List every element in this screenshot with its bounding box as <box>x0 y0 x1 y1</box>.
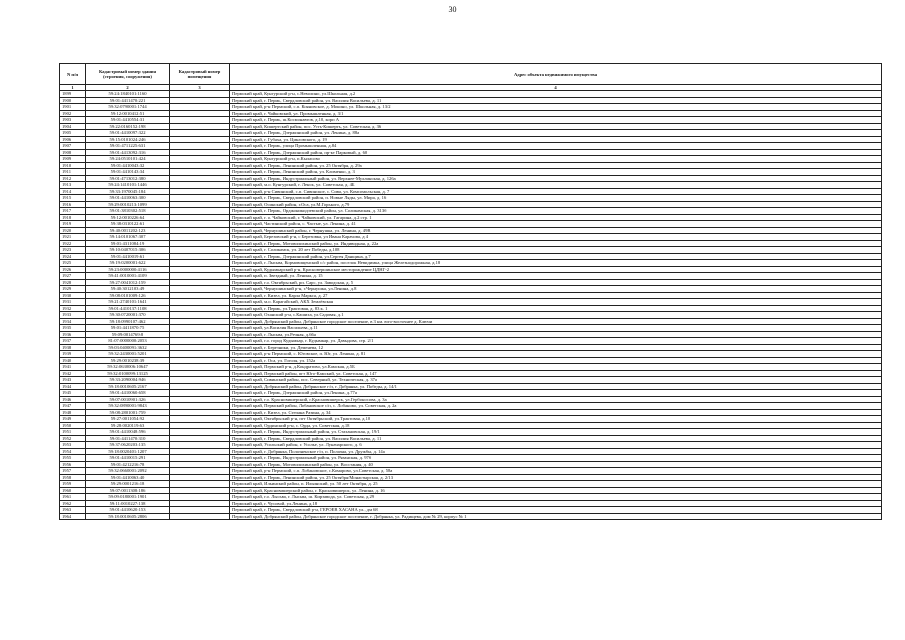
row-number-cell: 1945 <box>60 390 86 397</box>
row-number-cell: 1925 <box>60 260 86 267</box>
cadastral-number-cell: 59:30:0720001:370 <box>86 312 170 319</box>
cadastral-number-cell: 59:37:0620203:135 <box>86 442 170 449</box>
row-number-cell: 1951 <box>60 429 86 436</box>
cadastral-number-cell: 59:01:4410143:34 <box>86 169 170 176</box>
row-number-cell: 1939 <box>60 351 86 358</box>
row-number-cell: 1903 <box>60 117 86 124</box>
cadastral-number-cell: 59:01:4410554:31 <box>86 117 170 124</box>
address-cell: Пермский край, г. Пермь, Ленинский район, ул. Клименко, д. 3 <box>230 169 882 176</box>
address-cell: Пермский край, г. Пермь, Индустриальный район, ул. Верхнее-Муллинская, д. 126а <box>230 175 882 182</box>
address-cell: Пермский край, Октябрьский р-н, пгт Октябрьский, ул.Трактовая, д.10 <box>230 416 882 423</box>
address-cell: Пермский край, Красновишерский район, г. Красновишерск, ул. Ленина, д. 16 <box>230 487 882 494</box>
row-number-cell: 1905 <box>60 130 86 137</box>
cadastral-number-cell: 59:01:4410063:300 <box>86 195 170 202</box>
row-number-cell: 1936 <box>60 331 86 338</box>
row-number-cell: 1934 <box>60 318 86 325</box>
cadastral-number-cell: 59:01:3810302:518 <box>86 208 170 215</box>
cadastral-number-cell: 59:33:1970045:184 <box>86 188 170 195</box>
header-num: N п/п <box>60 64 86 85</box>
address-cell: Пермский край, Пермский р-н, д.Кондратово, ул.Камская, д.5Б <box>230 364 882 371</box>
cadastral-number-cell: 59:40:3012103:49 <box>86 286 170 293</box>
address-cell: Пермский край, ул.Василия Васильева, д.11 <box>230 325 882 332</box>
cadastral-number-cell: 59:08:2801001:759 <box>86 409 170 416</box>
row-number-cell: 1933 <box>60 312 86 319</box>
address-cell: Пермский край, п. Звездный, ул. Ленина, д. 15 <box>230 273 882 280</box>
address-cell: Пермский край, г. Кизел, ул. Степана Разина, д. 34 <box>230 409 882 416</box>
address-cell: Пермский край, г. Пермь, Свердловский район, ул. Василия Васильева, д. 11 <box>230 97 882 104</box>
cadastral-number-cell: 59:01:4410137:1108 <box>86 305 170 312</box>
address-cell: Пермский край, г.о. Октябрьский, рп. Сарс, ул. Заводская, д. 5 <box>230 279 882 286</box>
row-number-cell: 1926 <box>60 266 86 273</box>
row-number-cell: 1960 <box>60 487 86 494</box>
address-cell: Пермский край, Кунгурский р-н, п.Кыласово <box>230 156 882 163</box>
row-number-cell: 1958 <box>60 474 86 481</box>
cadastral-number-cell: 59:01:4411470:310 <box>86 435 170 442</box>
table-header-row <box>60 64 882 85</box>
cadastral-number-cell: 59:29:0001216:18 <box>86 481 170 488</box>
row-number-cell: 1940 <box>60 357 86 364</box>
address-cell: Пермский край, Чернушинский р-н, г.Чернушка, ул.Ленина, д.8 <box>230 286 882 293</box>
cadastral-number-cell: 59:24:1410101:1446 <box>86 182 170 189</box>
cadastral-number-cell: 59:29:0010213:1099 <box>86 201 170 208</box>
cadastral-number-cell: 59:03:0400091:3632 <box>86 344 170 351</box>
address-cell: Пермский край, Ординский р-н, с. Орда, ул. Советская, д.18 <box>230 422 882 429</box>
row-number-cell: 1907 <box>60 143 86 150</box>
column-number: 4 <box>230 85 882 91</box>
address-cell: Пермский край, р-н Пермский, с.п. Лобановское, с.Комарово, ул.Советская, д. 58а <box>230 468 882 475</box>
cadastral-number-cell: 59:23:0000000:4116 <box>86 266 170 273</box>
address-cell: Пермский край, г. Пермь, Мотовилихинский район, ул. Восстания, д. 40 <box>230 461 882 468</box>
row-number-cell: 1904 <box>60 123 86 130</box>
row-number-cell: 1963 <box>60 507 86 514</box>
cadastral-number-cell: 59:32:2430001:5201 <box>86 351 170 358</box>
cadastral-number-cell: 59:01:4411870:75 <box>86 325 170 332</box>
cadastral-number-cell: 59:18:0020401:1207 <box>86 448 170 455</box>
row-number-cell: 1948 <box>60 409 86 416</box>
row-number-cell: 1944 <box>60 383 86 390</box>
address-cell: Пермский край, г.о. Лысьва, г. Лысьва, ш. Кирзавода, ул. Советская, д.29 <box>230 494 882 501</box>
row-number-cell: 1950 <box>60 422 86 429</box>
cadastral-number-cell: 59:11:0010227:138 <box>86 500 170 507</box>
column-number: 1 <box>60 85 86 91</box>
cadastral-number-cell: 59:10:0407015:306 <box>86 247 170 254</box>
cadastral-number-cell: 59:19:0200001:622 <box>86 260 170 267</box>
cadastral-number-cell: 59:18:0010605:2806 <box>86 513 170 520</box>
address-cell: Пермский край, г. Пермь, Дзержинский район, пр-кт Парковый, д. 60 <box>230 149 882 156</box>
row-number-cell: 1908 <box>60 149 86 156</box>
row-number-cell: 1920 <box>60 227 86 234</box>
address-cell: Пермский край, г. Пермь, Мотовилихинский район, ул. Индивидная, д. 22а <box>230 240 882 247</box>
cadastral-number-cell: 59:01:4410043:32 <box>86 162 170 169</box>
row-number-cell: 1956 <box>60 461 86 468</box>
address-cell: Пермский край, Осинский район, г.Оса, ул.М.Горького, д.79 <box>230 201 882 208</box>
address-cell: Пермский край, г. Березники, ул. Деменева, 12 <box>230 344 882 351</box>
address-cell: Пермский край, Добрянский район, Добрянское городское поселение, г. Добрянка, ул. Радищева, дом № 29, корпус № 1 <box>230 513 882 520</box>
cadastral-number-cell: 59:12:0010412:51 <box>86 110 170 117</box>
cadastral-number-cell: 59:27:0011054:92 <box>86 416 170 423</box>
cadastral-number-cell: 59:01:4413092:316 <box>86 149 170 156</box>
address-cell: Пермский край, г.о. город Кудымкар, г. Кудымкар, ул. Давыдова, стр. 2/1 <box>230 338 882 345</box>
row-number-cell: 1949 <box>60 416 86 423</box>
row-number-cell: 1913 <box>60 182 86 189</box>
cadastral-number-cell: 59:01:4713012:380 <box>86 175 170 182</box>
address-cell: Пермский край, Оханский р-н, с.Кашиха, ул.Садовая, д.1 <box>230 312 882 319</box>
row-number-cell: 1935 <box>60 325 86 332</box>
cadastral-number-cell: 59:01:4410048:596 <box>86 429 170 436</box>
cadastral-number-cell: 59:41:0010001:4109 <box>86 273 170 280</box>
row-number-cell: 1957 <box>60 468 86 475</box>
address-cell: Пермский край, г. Пермь, ш.Космонавтов, д.10, корп А <box>230 117 882 124</box>
row-number-cell: 1906 <box>60 136 86 143</box>
column-number: 2 <box>86 85 170 91</box>
address-cell: Пермский край, г. Пермь, Орджоникидзевский район, ул. Соликамская, д. 313б <box>230 208 882 215</box>
row-number-cell: 1942 <box>60 370 86 377</box>
address-cell: Пермский край, г. Соликамск, ул. 20 лет Победы, д.108 <box>230 247 882 254</box>
cadastral-number-cell: 59:32:0100099:13125 <box>86 370 170 377</box>
cadastral-number-cell: 59:28:0020119:63 <box>86 422 170 429</box>
cadastral-number-cell: 59:32:0790001:1744 <box>86 104 170 111</box>
row-number-cell: 1918 <box>60 214 86 221</box>
row-number-cell: 1928 <box>60 279 86 286</box>
row-number-cell: 1923 <box>60 247 86 254</box>
row-number-cell: 1915 <box>60 195 86 202</box>
address-cell: Пермский край, г. Пермь, Дзержинский район, ул.Сергея Данщина, д.7 <box>230 253 882 260</box>
cadastral-number-cell: 59:29:0010238:39 <box>86 357 170 364</box>
registry-table <box>59 63 882 520</box>
address-cell: Пермский край, Кунгурский р-н, с.Неволино, ул.Школьная, д.2 <box>230 91 882 98</box>
row-number-cell: 1902 <box>60 110 86 117</box>
cadastral-number-cell: 59:01:4711225:631 <box>86 143 170 150</box>
cadastral-number-cell: 59:14:0101067:307 <box>86 234 170 241</box>
row-number-cell: 1962 <box>60 500 86 507</box>
row-number-cell: 1901 <box>60 104 86 111</box>
row-number-cell: 1929 <box>60 286 86 293</box>
cadastral-number-cell: 59:18:0010605:2167 <box>86 383 170 390</box>
room-number-cell <box>170 513 230 520</box>
row-number-cell: 1922 <box>60 240 86 247</box>
address-cell: Пермский край, г. Пермь, Дзержинский район, ул. Ленина, д. 88а <box>230 130 882 137</box>
address-cell: Пермский край, р-н Сивинский, с.п. Сивинское, с. Сива, ул. Комсомольская, д. 7 <box>230 188 882 195</box>
address-cell: Пермский край, Усольский район, г. Усолье, ул. Луначарского, д. 6 <box>230 442 882 449</box>
cadastral-number-cell: 59:21:2740101:1641 <box>86 299 170 306</box>
cadastral-number-cell: 59:15:0101024:246 <box>86 136 170 143</box>
row-number-cell: 1930 <box>60 292 86 299</box>
address-cell: Пермский край, г. Пермь, Ленинский район, ул. 25 Октября, д. 29а <box>230 162 882 169</box>
row-number-cell: 1953 <box>60 442 86 449</box>
cadastral-number-cell: 59:32:0660001:2092 <box>86 468 170 475</box>
row-number-cell: 1911 <box>60 169 86 176</box>
address-cell: Пермский край, Кишертский район, пос. Усть-Кишерть, ул. Советская, д. 36 <box>230 123 882 130</box>
cadastral-number-cell: 81:07:0000000:2053 <box>86 338 170 345</box>
address-cell: Пермский край, г. Губаха, ул. Цикловского, д. 19 <box>230 136 882 143</box>
address-cell: Пермский край, г. Пермь, Индустриальный район, ул. Стахановская, д. 19/1 <box>230 429 882 436</box>
address-cell: Пермский край, г. Лысьва, Кормовищенский с/с район, поселок Невидимка, улица Железнодорожная, д.18 <box>230 260 882 267</box>
cadastral-number-cell: 59:22:0160152:198 <box>86 123 170 130</box>
cadastral-number-cell: 59:40:0011202:123 <box>86 227 170 234</box>
row-number-cell: 1924 <box>60 253 86 260</box>
row-number-cell: 1899 <box>60 91 86 98</box>
row-number-cell: 1952 <box>60 435 86 442</box>
row-number-cell: 1938 <box>60 344 86 351</box>
address-cell: Пермский край, г.о. Красновишерский, г.Красновишерск, ул.Гербоносова, д. 3а <box>230 396 882 403</box>
cadastral-number-cell: 59:01:4410063:40 <box>86 474 170 481</box>
address-cell: Пермский край, г. Пермь, Дзержинский район, ул.Ленина, д.77а <box>230 390 882 397</box>
row-number-cell: 1947 <box>60 403 86 410</box>
cadastral-number-cell: 59:07:0011308:186 <box>86 487 170 494</box>
cadastral-number-cell: 59:32:0630006:10647 <box>86 364 170 371</box>
row-number-cell: 1964 <box>60 513 86 520</box>
address-cell: Пермский край, г. о. Чайковский, г. Чайковский, ул. Гагарина, д.2 стр. 1 <box>230 214 882 221</box>
cadastral-number-cell: 59:07:0010901:326 <box>86 396 170 403</box>
cadastral-number-cell: 59:01:4410015:291 <box>86 455 170 462</box>
row-number-cell: 1914 <box>60 188 86 195</box>
row-number-cell: 1921 <box>60 234 86 241</box>
cadastral-number-cell: 59:01:4311084:19 <box>86 240 170 247</box>
cadastral-number-cell: 59:01:4410620:153 <box>86 507 170 514</box>
row-number-cell: 1943 <box>60 377 86 384</box>
address-cell: Пермский край, Добрянский район, Добрянское городское поселение, в 3 км. юго-восточнее д. Ключи <box>230 318 882 325</box>
cadastral-number-cell: 59:01:4212216:78 <box>86 461 170 468</box>
cadastral-number-cell: 59:12:0010226:64 <box>86 214 170 221</box>
column-number: 3 <box>170 85 230 91</box>
address-cell: Пермский край, г. Добрянка, Полазненское г/п, п. Полазна, ул. Дружбы, д. 14а <box>230 448 882 455</box>
address-cell: Пермский край, р-н Пермский, с.п. Кояновское, д. Мокино, ул. Школьная, д. 13/2 <box>230 104 882 111</box>
cadastral-number-cell: 59:38:0310122:61 <box>86 221 170 228</box>
page-number: 30 <box>448 5 457 14</box>
address-cell: Пермский край, м.о. Карагайский, АКХ Землёвская <box>230 299 882 306</box>
cadastral-number-cell: 59:27:0041012:159 <box>86 279 170 286</box>
header-address: Адрес объекта недвижимого имущества <box>230 64 882 85</box>
row-number-cell: 1955 <box>60 455 86 462</box>
address-cell: Пермский край, г. Пермь, ул.Трактовая, д. 83 к. 1 <box>230 305 882 312</box>
address-cell: Пермский край, Частинский район, с. Частые, ул. Ленина, д. 41 <box>230 221 882 228</box>
table-row <box>60 513 882 520</box>
cadastral-number-cell: 59:01:4410019:61 <box>86 253 170 260</box>
address-cell: Пермский край, р-н Пермский, с. Юговское, п. Юг, ул. Ленина, д. 81 <box>230 351 882 358</box>
row-number-cell: 1917 <box>60 208 86 215</box>
cadastral-number-cell: 59:01:4410097:322 <box>86 130 170 137</box>
address-cell: Пермский край, Пермский район, пгт Юго-Камский, ул. Советская, д. 147 <box>230 370 882 377</box>
row-number-cell: 1931 <box>60 299 86 306</box>
address-cell: Пермский край, г. Чусовой, ул.Ленина, д.18 <box>230 500 882 507</box>
address-cell: Пермский край, Березовский р-н, с Березовка, ул Ивана Карачова, д 4 <box>230 234 882 241</box>
row-number-cell: 1927 <box>60 273 86 280</box>
address-cell: Пермский край, Ильинский район, п. Ильинский, ул. 50 лет Октября, д. 25 <box>230 481 882 488</box>
address-cell: Пермский край, Сивинский район, пос. Северный, ул. Техническая, д. 37а <box>230 377 882 384</box>
row-number-cell: 1910 <box>60 162 86 169</box>
address-cell: Пермский край, г. Кизел, ул. Карла Маркса, д. 27 <box>230 292 882 299</box>
cadastral-number-cell: 59:24:1840101:1160 <box>86 91 170 98</box>
cadastral-number-cell: 59:09:0180001:1901 <box>86 494 170 501</box>
cadastral-number-cell: 59:08:0101009:126 <box>86 292 170 299</box>
address-cell: Пермский край, г. Пермь, Свердловский район, ул. Василия Васильева, д. 11 <box>230 435 882 442</box>
cadastral-number-cell: 59:01:4410060:658 <box>86 390 170 397</box>
header-cadastral-room: Кадастровый номер помещения <box>170 64 230 85</box>
row-number-cell: 1959 <box>60 481 86 488</box>
header-cadastral-building: Кадастровый номер здания (строения, сооружения) <box>86 64 170 85</box>
row-number-cell: 1941 <box>60 364 86 371</box>
address-cell: Пермский край, г. Чайковский, ул. Промышленная, д. 3/1 <box>230 110 882 117</box>
row-number-cell: 1961 <box>60 494 86 501</box>
table-body <box>60 91 882 520</box>
address-cell: Пермский край, Добрянский район, Добрянское г/п, г. Добрянка, ул. Победы, д. 14/1 <box>230 383 882 390</box>
address-cell: Пермский край, Пермский район, Лобановское с/п, с. Лобаново, ул. Советская, д. 2а <box>230 403 882 410</box>
address-cell: Пермский край, г. Пермь, Свердловский р-н, ГЕРОЕВ ХАСАНА ул., дм 68 <box>230 507 882 514</box>
address-cell: Пермский край, г. Оса, ул. Гоголя, ул. 152а <box>230 357 882 364</box>
cadastral-number-cell: 59:01:4411470:221 <box>86 97 170 104</box>
row-number-cell: 1937 <box>60 338 86 345</box>
address-cell: Пермский край, г. Пермь, Индустриальный район, ул. Рязанская, д. 97б <box>230 455 882 462</box>
address-cell: Пермский край, г. Пермь, улица Промышленная, д.84 <box>230 143 882 150</box>
row-number-cell: 1900 <box>60 97 86 104</box>
address-cell: Пермский край, г. Пермь, Свердловский район, п. Новые Ляды, ул. Мира, д. 16 <box>230 195 882 202</box>
row-number-cell: 1916 <box>60 201 86 208</box>
row-number-cell: 1946 <box>60 396 86 403</box>
cadastral-number-cell: 59:32:0890001:9843 <box>86 403 170 410</box>
cadastral-number-cell: 59:18:0990107:462 <box>86 318 170 325</box>
cadastral-number-cell: 59:33:2090004:946 <box>86 377 170 384</box>
cadastral-number-cell: 59:09:0014769:8 <box>86 331 170 338</box>
address-cell: Пермский край, Кудымкарский р-н, Красновершинское месторождение ЦДНГ-2 <box>230 266 882 273</box>
row-number-cell: 1909 <box>60 156 86 163</box>
cadastral-number-cell: 59:24:0510101:424 <box>86 156 170 163</box>
address-cell: Пермский край, г. Лысьва, ул.Речная, д.66а <box>230 331 882 338</box>
row-number-cell: 1912 <box>60 175 86 182</box>
row-number-cell: 1919 <box>60 221 86 228</box>
row-number-cell: 1954 <box>60 448 86 455</box>
address-cell: Пермский край, м.о. Кунгурский, г. Ленск, ул. Советская, д. 4Б <box>230 182 882 189</box>
address-cell: Пермский край, Чернушинский район, г. Чернушка, ул. Ленина, д. 49В <box>230 227 882 234</box>
row-number-cell: 1932 <box>60 305 86 312</box>
address-cell: Пермский край, г. Пермь, Ленинский район, ул. 25 Октября/Монастырская, д. 2/13 <box>230 474 882 481</box>
